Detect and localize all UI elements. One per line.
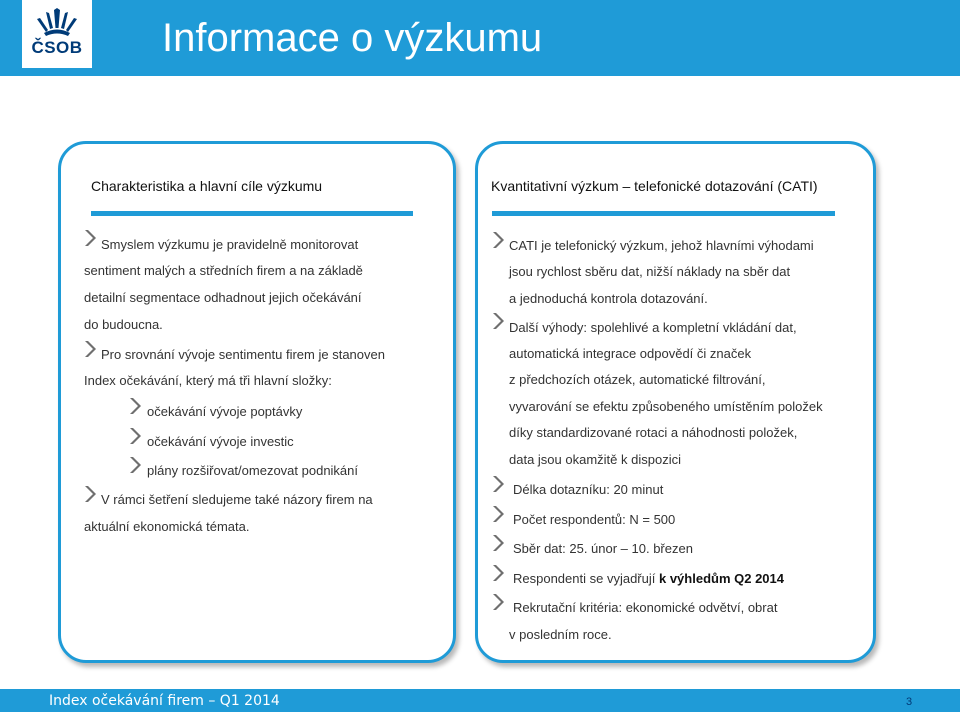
- chevron-right-icon: [489, 533, 507, 553]
- right-line-text: Respondenti se vyjadřují: [513, 571, 659, 586]
- left-panel-title: Charakteristika a hlavní cíle výzkumu: [91, 178, 323, 194]
- chevron-right-icon: [81, 484, 99, 504]
- right-line: automatická integrace odpovědí či značek: [509, 346, 752, 361]
- right-line: Další výhody: spolehlivé a kompletní vkládání dat,: [509, 320, 797, 335]
- footer-bar: [0, 689, 960, 712]
- right-line: jsou rychlost sběru dat, nižší náklady na sběr dat: [509, 264, 791, 279]
- left-panel: [58, 141, 456, 663]
- left-subline: očekávání vývoje poptávky: [147, 404, 303, 419]
- right-line: v posledním roce.: [509, 627, 612, 642]
- chevron-right-icon: [81, 339, 99, 359]
- left-subline: očekávání vývoje investic: [147, 434, 294, 449]
- footer-text: Index očekávání firem – Q1 2014: [49, 693, 280, 709]
- page-title: Informace o výzkumu: [162, 16, 543, 60]
- right-line: Počet respondentů: N = 500: [513, 512, 676, 527]
- chevron-right-icon: [126, 396, 144, 416]
- right-line: Sběr dat: 25. únor – 10. březen: [513, 541, 693, 556]
- right-title-rule: [492, 211, 835, 216]
- right-panel-title: Kvantitativní výzkum – telefonické dotazování (CATI): [491, 178, 818, 194]
- left-title-rule: [91, 211, 413, 216]
- right-line: a jednoduchá kontrola dotazování.: [509, 291, 708, 306]
- chevron-right-icon: [81, 228, 99, 248]
- right-panel: [475, 141, 876, 663]
- left-line: V rámci šetření sledujeme také názory firem na: [101, 492, 373, 507]
- right-line: Délka dotazníku: 20 minut: [513, 482, 664, 497]
- page-number: 3: [906, 696, 913, 708]
- right-line: CATI je telefonický výzkum, jehož hlavními výhodami: [509, 238, 814, 253]
- chevron-right-icon: [489, 504, 507, 524]
- left-line: aktuální ekonomická témata.: [84, 519, 250, 534]
- right-line: Rekrutační kritéria: ekonomické odvětví, obrat: [513, 600, 778, 615]
- right-line: díky standardizované rotaci a náhodnosti položek,: [509, 425, 798, 440]
- left-subline: plány rozšiřovat/omezovat podnikání: [147, 463, 359, 478]
- chevron-right-icon: [126, 426, 144, 446]
- chevron-right-icon: [126, 455, 144, 475]
- chevron-right-icon: [489, 563, 507, 583]
- left-line: Index očekávání, který má tři hlavní složky:: [84, 373, 332, 388]
- header-bar: [0, 0, 960, 76]
- left-line: Smyslem výzkumu je pravidelně monitorovat: [101, 237, 359, 252]
- chevron-right-icon: [489, 311, 507, 331]
- left-line: sentiment malých a středních firem a na základě: [84, 263, 363, 278]
- chevron-right-icon: [489, 474, 507, 494]
- csob-logo: [22, 0, 92, 68]
- right-line: data jsou okamžitě k dispozici: [509, 452, 681, 467]
- chevron-right-icon: [489, 592, 507, 612]
- left-line: detailní segmentace odhadnout jejich očekávání: [84, 290, 362, 305]
- logo-text: ČSOB: [31, 38, 83, 57]
- left-line: Pro srovnání vývoje sentimentu firem je stanoven: [101, 347, 385, 362]
- right-line: vyvarování se efektu způsobeného umístěním položek: [509, 399, 823, 414]
- left-line: do budoucna.: [84, 317, 163, 332]
- right-line-bold: k výhledům Q2 2014: [658, 571, 784, 586]
- right-line: z předchozích otázek, automatické filtrování,: [509, 372, 766, 387]
- right-line: [513, 566, 784, 592]
- chevron-right-icon: [489, 230, 507, 250]
